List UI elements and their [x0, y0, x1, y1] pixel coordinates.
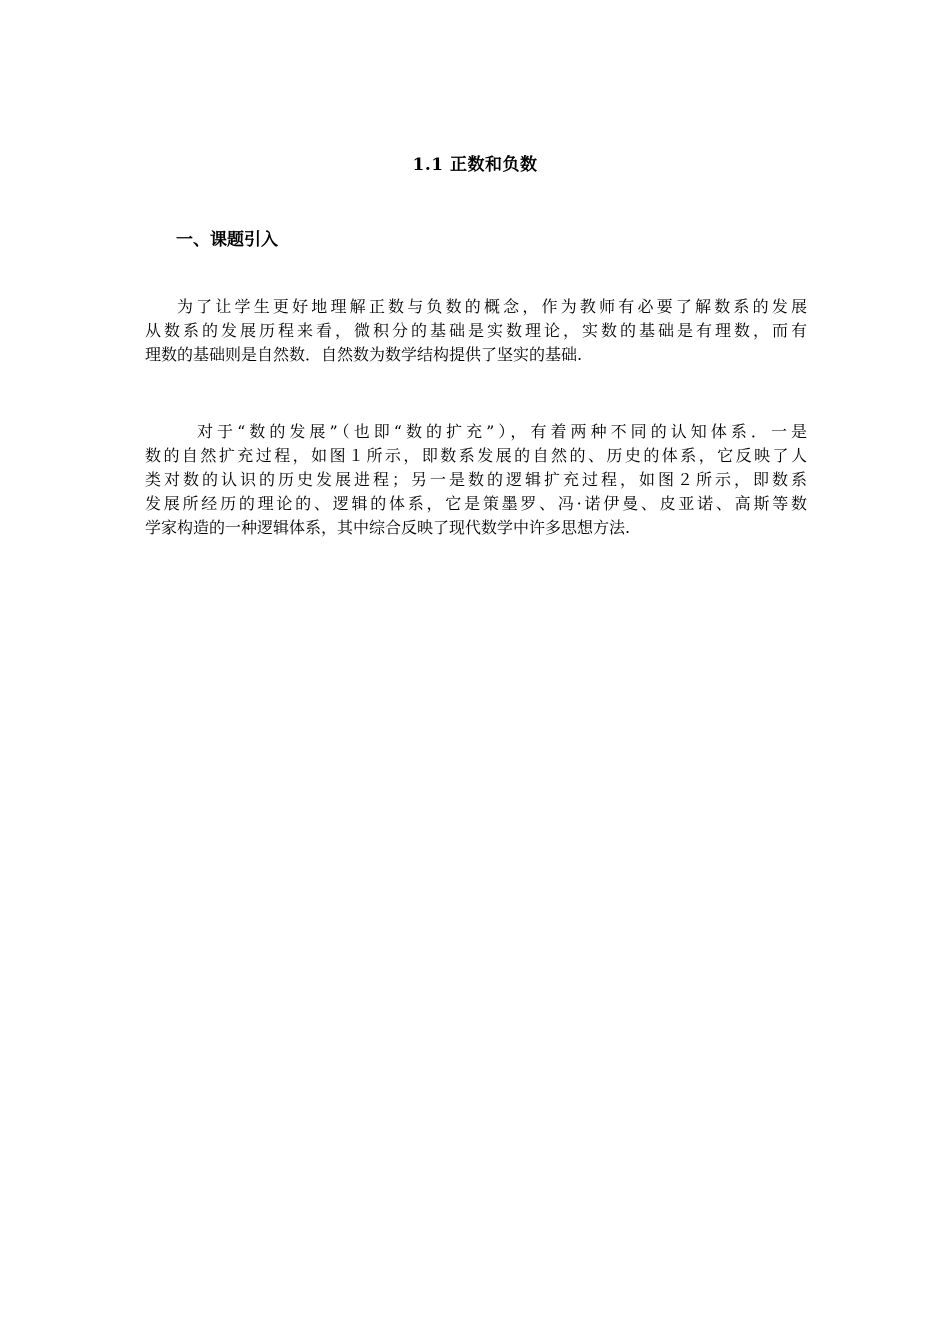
paragraph-line: 理数的基础则是自然数．自然数为数学结构提供了坚实的基础.: [145, 345, 583, 364]
paragraph-line: 从数系的发展历程来看，微积分的基础是实数理论，实数的基础是有理数，而有: [145, 321, 807, 340]
section-heading: 一、课题引入: [176, 230, 278, 250]
paragraph-line: 类对数的认识的历史发展进程；另一是数的逻辑扩充过程，如图２所示，即数系: [145, 470, 807, 489]
paragraph-line: 数的自然扩充过程，如图１所示，即数系发展的自然的、历史的体系，它反映了人: [145, 446, 807, 465]
paragraph-2: [145, 420, 807, 540]
paragraph-line: 为了让学生更好地理解正数与负数的概念，作为教师有必要了解数系的发展: [177, 297, 807, 316]
document-title: 1.1 正数和负数: [412, 155, 538, 175]
paragraph-line: 学家构造的一种逻辑体系，其中综合反映了现代数学中许多思想方法.: [145, 518, 631, 537]
paragraph-line: 发展所经历的理论的、逻辑的体系，它是策墨罗、冯·诺伊曼、皮亚诺、高斯等数: [145, 494, 807, 513]
paragraph-1: [145, 295, 807, 367]
paragraph-line: 对于“数的发展”（也即“数的扩充”），有着两种不同的认知体系．一是: [197, 422, 807, 441]
